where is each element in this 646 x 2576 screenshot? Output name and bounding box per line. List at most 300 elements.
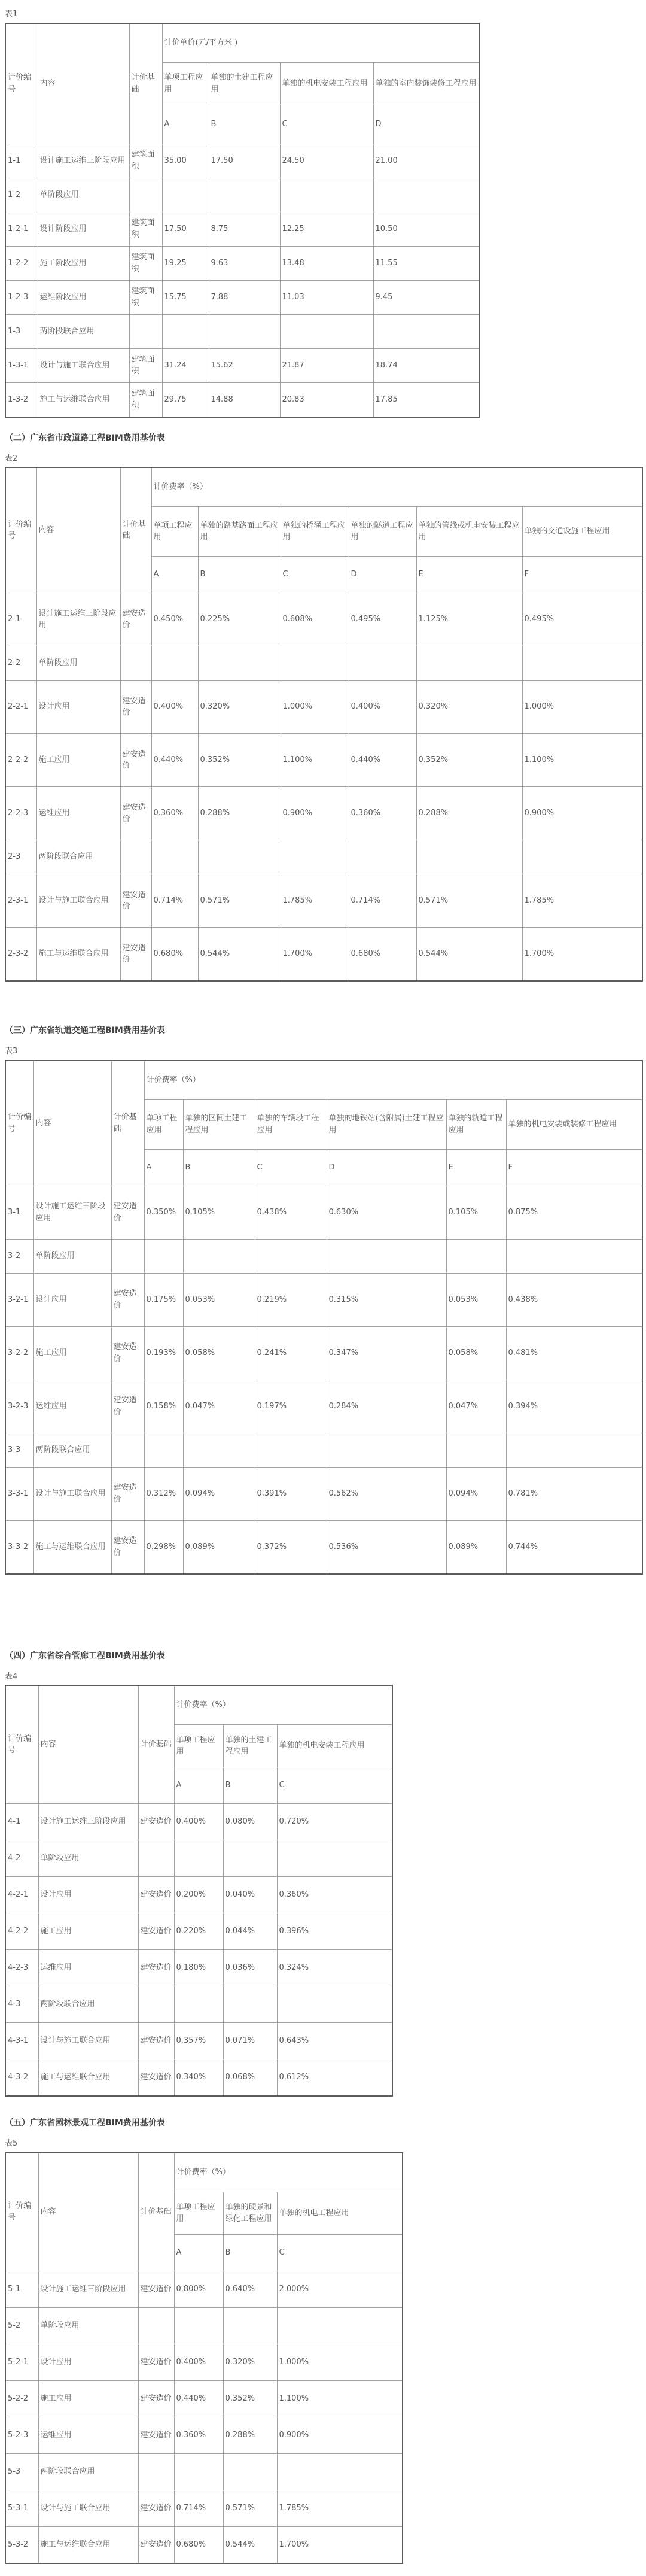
row-id: 4-2-1: [5, 1877, 38, 1913]
row-id: 4-3-1: [5, 2023, 38, 2059]
row-value: 0.340%: [174, 2059, 223, 2097]
col-group-header: 单独的隧道工程应用: [349, 507, 416, 557]
row-value: 0.040%: [223, 1877, 277, 1913]
row-value: 0.800%: [174, 2271, 223, 2307]
col-letter: F: [522, 557, 642, 593]
category-row: [5, 2307, 403, 2344]
row-id: 4-2-3: [5, 1950, 38, 1986]
row-basis: 建安造价: [138, 1913, 174, 1950]
row-value: [223, 1986, 277, 2023]
row-value: 0.562%: [327, 1467, 446, 1520]
row-value: [144, 1239, 183, 1273]
row-value: 11.03: [280, 280, 373, 314]
row-value: [174, 1840, 223, 1877]
row-value: [198, 840, 281, 874]
row-value: 0.571%: [416, 874, 522, 928]
row-value: [174, 2307, 223, 2344]
row-basis: 建安造价: [120, 928, 151, 982]
col-letter: D: [373, 105, 479, 144]
row-content: 施工应用: [38, 1913, 138, 1950]
row-content: 施工应用: [36, 734, 120, 787]
row-id: 1-3-2: [5, 382, 38, 417]
row-value: 0.360%: [277, 1877, 392, 1913]
row-content: 单阶段应用: [38, 2307, 138, 2344]
row-id: 3-3: [5, 1433, 33, 1467]
row-content: 单阶段应用: [38, 1840, 138, 1877]
row-value: 0.058%: [183, 1326, 255, 1380]
data-row: [5, 1186, 642, 1239]
row-basis: [129, 178, 162, 212]
data-row: [5, 1380, 642, 1433]
category-row: [5, 1239, 642, 1273]
data-row: [5, 2344, 403, 2380]
row-value: 0.394%: [506, 1380, 642, 1433]
row-value: 0.058%: [446, 1326, 506, 1380]
data-row: [5, 734, 642, 787]
section-heading-2: （二）广东省市政道路工程BIM费用基价表: [5, 433, 165, 443]
row-value: 21.87: [280, 348, 373, 382]
row-id: 3-2: [5, 1239, 33, 1273]
row-value: 0.643%: [277, 2023, 392, 2059]
col-group-header: 单项工程应用: [144, 1099, 183, 1149]
row-value: [162, 314, 209, 348]
section-heading-3: （三）广东省轨道交通工程BIM费用基价表: [5, 1026, 165, 1035]
col-content-header: 内容: [38, 1685, 138, 1804]
unit-header: 计价单价(元/平方米 ): [162, 23, 479, 63]
col-letter: A: [174, 2234, 223, 2271]
row-value: 0.440%: [174, 2380, 223, 2417]
row-value: [209, 178, 280, 212]
row-basis: 建安造价: [138, 2490, 174, 2526]
col-group-header: 单独的机电安装或装修工程应用: [506, 1099, 642, 1149]
row-value: 0.053%: [446, 1273, 506, 1326]
row-basis: [138, 2453, 174, 2490]
row-content: 运维应用: [36, 787, 120, 840]
row-value: [522, 840, 642, 874]
header-row-unit: [5, 1685, 392, 1725]
row-value: [255, 1433, 327, 1467]
row-value: 21.00: [373, 144, 479, 178]
data-row: [5, 928, 642, 982]
unit-header: 计价费率（%）: [151, 467, 642, 507]
row-basis: 建安造价: [111, 1520, 144, 1574]
category-row: [5, 1840, 392, 1877]
row-value: 0.324%: [277, 1950, 392, 1986]
row-content: 施工与运维联合应用: [33, 1520, 111, 1574]
row-value: 0.105%: [446, 1186, 506, 1239]
row-value: [183, 1239, 255, 1273]
row-id: 3-2-1: [5, 1273, 33, 1326]
row-id: 2-2-1: [5, 681, 36, 734]
col-group-header: 单项工程应用: [174, 1725, 223, 1767]
bim-fee-table-4: [5, 1685, 393, 2097]
row-value: 0.320%: [223, 2344, 277, 2380]
row-content: 施工应用: [33, 1326, 111, 1380]
row-value: [151, 840, 198, 874]
col-basis-header: 计价基础: [111, 1061, 144, 1186]
row-value: 8.75: [209, 212, 280, 246]
section-heading-4: （四）广东省综合管廊工程BIM费用基价表: [5, 1651, 165, 1661]
row-value: 0.347%: [327, 1326, 446, 1380]
row-content: 设计与施工联合应用: [36, 874, 120, 928]
col-group-header: 单独的地铁站(含附属)土建工程应用: [327, 1099, 446, 1149]
row-value: 0.288%: [416, 787, 522, 840]
row-basis: 建筑面积: [129, 246, 162, 280]
row-value: [446, 1433, 506, 1467]
row-value: [281, 840, 349, 874]
row-basis: 建安造价: [111, 1273, 144, 1326]
row-value: 0.536%: [327, 1520, 446, 1574]
row-value: [223, 2453, 277, 2490]
row-value: [223, 2307, 277, 2344]
row-value: 0.481%: [506, 1326, 642, 1380]
row-basis: [120, 646, 151, 681]
row-id: 2-2-2: [5, 734, 36, 787]
row-value: 1.100%: [281, 734, 349, 787]
header-row-unit: [5, 1061, 642, 1100]
row-value: 0.284%: [327, 1380, 446, 1433]
row-value: [349, 646, 416, 681]
row-id: 4-3: [5, 1986, 38, 2023]
row-value: [416, 840, 522, 874]
row-value: 0.071%: [223, 2023, 277, 2059]
row-content: 施工与运维联合应用: [38, 382, 129, 417]
row-content: 设计施工运维三阶段应用: [38, 1804, 138, 1840]
row-value: 0.288%: [223, 2417, 277, 2453]
row-value: [373, 178, 479, 212]
data-row: [5, 681, 642, 734]
row-value: 0.544%: [223, 2526, 277, 2563]
col-letter: B: [223, 2234, 277, 2271]
row-content: 运维阶段应用: [38, 280, 129, 314]
row-value: 0.036%: [223, 1950, 277, 1986]
row-value: 0.094%: [446, 1467, 506, 1520]
row-value: 0.714%: [151, 874, 198, 928]
col-letter: C: [281, 557, 349, 593]
row-value: 0.900%: [277, 2417, 403, 2453]
row-value: 0.193%: [144, 1326, 183, 1380]
row-value: [506, 1239, 642, 1273]
row-value: 9.63: [209, 246, 280, 280]
row-content: 设计施工运维三阶段应用: [38, 144, 129, 178]
col-basis-header: 计价基础: [138, 2153, 174, 2271]
row-value: 1.000%: [277, 2344, 403, 2380]
row-id: 5-3-2: [5, 2526, 38, 2563]
row-value: 0.219%: [255, 1273, 327, 1326]
row-basis: 建安造价: [111, 1380, 144, 1433]
data-row: [5, 2490, 403, 2526]
row-value: 0.680%: [174, 2526, 223, 2563]
col-letter: F: [506, 1149, 642, 1186]
row-value: 1.000%: [522, 681, 642, 734]
col-group-header: 单独的管线或机电安装工程应用: [416, 507, 522, 557]
row-value: [416, 646, 522, 681]
data-row: [5, 1520, 642, 1574]
category-row: [5, 646, 642, 681]
row-content: 设计与施工联合应用: [38, 348, 129, 382]
row-value: [255, 1239, 327, 1273]
row-id: 4-2-2: [5, 1913, 38, 1950]
row-content: 施工与运维联合应用: [38, 2526, 138, 2563]
row-value: 0.900%: [522, 787, 642, 840]
row-value: 0.720%: [277, 1804, 392, 1840]
row-id: 4-1: [5, 1804, 38, 1840]
col-letter: C: [277, 1767, 392, 1804]
row-value: 0.714%: [349, 874, 416, 928]
bim-fee-table-3: [5, 1060, 643, 1575]
row-id: 3-3-1: [5, 1467, 33, 1520]
bim-fee-table-5: [5, 2152, 403, 2564]
row-basis: 建安造价: [120, 593, 151, 646]
row-value: 0.068%: [223, 2059, 277, 2097]
row-id: 5-1: [5, 2271, 38, 2307]
data-row: [5, 280, 479, 314]
row-value: 0.372%: [255, 1520, 327, 1574]
row-content: 两阶段联合应用: [38, 1986, 138, 2023]
table-label-4: 表4: [5, 1672, 18, 1681]
col-group-header: 单项工程应用: [151, 507, 198, 557]
row-value: 29.75: [162, 382, 209, 417]
row-basis: 建安造价: [120, 734, 151, 787]
row-value: 0.047%: [446, 1380, 506, 1433]
row-content: 设计与施工联合应用: [38, 2023, 138, 2059]
row-basis: 建安造价: [138, 2344, 174, 2380]
data-row: [5, 1467, 642, 1520]
row-value: [174, 1986, 223, 2023]
row-value: 0.781%: [506, 1467, 642, 1520]
row-value: 13.48: [280, 246, 373, 280]
row-id: 2-1: [5, 593, 36, 646]
data-row: [5, 1950, 392, 1986]
row-basis: [138, 1986, 174, 2023]
row-value: 15.62: [209, 348, 280, 382]
row-value: 1.785%: [522, 874, 642, 928]
row-value: 11.55: [373, 246, 479, 280]
row-value: 0.053%: [183, 1273, 255, 1326]
col-group-header: 单独的车辆段工程应用: [255, 1099, 327, 1149]
row-id: 3-3-2: [5, 1520, 33, 1574]
category-row: [5, 1986, 392, 2023]
row-id: 5-2-2: [5, 2380, 38, 2417]
row-value: 0.220%: [174, 1913, 223, 1950]
table-section-5: [5, 2112, 646, 2564]
row-value: 17.50: [162, 212, 209, 246]
row-value: 1.785%: [277, 2490, 403, 2526]
row-content: 设计与施工联合应用: [33, 1467, 111, 1520]
row-basis: [111, 1239, 144, 1273]
col-letter: A: [162, 105, 209, 144]
row-content: 设计施工运维三阶段应用: [38, 2271, 138, 2307]
col-letter: B: [223, 1767, 277, 1804]
data-row: [5, 2059, 392, 2097]
unit-header: 计价费率（%）: [144, 1061, 642, 1100]
row-id: 4-2: [5, 1840, 38, 1877]
category-row: [5, 2453, 403, 2490]
row-value: [151, 646, 198, 681]
col-group-header: 单项工程应用: [162, 62, 209, 105]
data-row: [5, 2271, 403, 2307]
col-group-header: 单独的室内装饰装修工程应用: [373, 62, 479, 105]
row-id: 2-3-2: [5, 928, 36, 982]
row-value: 0.352%: [198, 734, 281, 787]
row-value: 0.438%: [255, 1186, 327, 1239]
col-letter: C: [277, 2234, 403, 2271]
row-value: 0.680%: [349, 928, 416, 982]
col-content-header: 内容: [38, 23, 129, 144]
col-letter: C: [255, 1149, 327, 1186]
row-id: 5-3: [5, 2453, 38, 2490]
col-group-header: 单独的区间土建工程应用: [183, 1099, 255, 1149]
row-id: 1-3-1: [5, 348, 38, 382]
row-value: 0.400%: [174, 1804, 223, 1840]
row-value: 0.047%: [183, 1380, 255, 1433]
row-value: 1.100%: [522, 734, 642, 787]
data-row: [5, 348, 479, 382]
row-value: [277, 2453, 403, 2490]
row-id: 3-2-2: [5, 1326, 33, 1380]
col-letter: B: [198, 557, 281, 593]
col-group-header: 单独的土建工程应用: [223, 1725, 277, 1767]
row-value: [144, 1433, 183, 1467]
row-content: 两阶段联合应用: [33, 1433, 111, 1467]
row-value: 0.438%: [506, 1273, 642, 1326]
row-basis: 建安造价: [138, 1804, 174, 1840]
row-value: [277, 1986, 392, 2023]
data-row: [5, 246, 479, 280]
data-row: [5, 382, 479, 417]
row-value: 0.360%: [151, 787, 198, 840]
row-value: 1.785%: [281, 874, 349, 928]
col-id-header: 计价编号: [5, 1685, 38, 1804]
row-value: [209, 314, 280, 348]
table-label-2: 表2: [5, 454, 18, 463]
unit-header: 计价费率（%）: [174, 2153, 403, 2192]
data-row: [5, 1877, 392, 1913]
row-content: 施工与运维联合应用: [38, 2059, 138, 2097]
row-value: 0.400%: [174, 2344, 223, 2380]
row-value: 0.200%: [174, 1877, 223, 1913]
row-value: 0.298%: [144, 1520, 183, 1574]
row-value: 0.197%: [255, 1380, 327, 1433]
col-basis-header: 计价基础: [120, 467, 151, 593]
row-basis: 建安造价: [138, 2380, 174, 2417]
table-section-4: [5, 1645, 646, 2097]
row-value: [506, 1433, 642, 1467]
row-value: 0.440%: [151, 734, 198, 787]
row-id: 3-1: [5, 1186, 33, 1239]
row-content: 设计与施工联合应用: [38, 2490, 138, 2526]
row-id: 1-2-1: [5, 212, 38, 246]
col-group-header: 单独的土建工程应用: [209, 62, 280, 105]
row-content: 单阶段应用: [36, 646, 120, 681]
data-row: [5, 2526, 403, 2563]
data-row: [5, 1913, 392, 1950]
row-basis: 建筑面积: [129, 144, 162, 178]
row-basis: 建安造价: [138, 2271, 174, 2307]
row-value: 0.352%: [223, 2380, 277, 2417]
row-id: 2-2: [5, 646, 36, 681]
row-content: 设计应用: [36, 681, 120, 734]
row-id: 1-1: [5, 144, 38, 178]
col-id-header: 计价编号: [5, 1061, 33, 1186]
table-section-1: [5, 8, 646, 418]
row-id: 4-3-2: [5, 2059, 38, 2097]
row-id: 3-2-3: [5, 1380, 33, 1433]
row-value: 0.320%: [416, 681, 522, 734]
row-value: 0.680%: [151, 928, 198, 982]
row-basis: 建安造价: [138, 2417, 174, 2453]
row-basis: 建筑面积: [129, 280, 162, 314]
row-value: 17.50: [209, 144, 280, 178]
row-content: 运维应用: [38, 2417, 138, 2453]
row-value: 20.83: [280, 382, 373, 417]
row-basis: [120, 840, 151, 874]
header-row-unit: [5, 467, 642, 507]
row-value: 15.75: [162, 280, 209, 314]
data-row: [5, 2380, 403, 2417]
row-value: [223, 1840, 277, 1877]
table-label-3: 表3: [5, 1047, 18, 1056]
row-value: [198, 646, 281, 681]
row-value: [280, 314, 373, 348]
row-id: 1-3: [5, 314, 38, 348]
row-basis: [129, 314, 162, 348]
row-value: 0.630%: [327, 1186, 446, 1239]
row-value: 9.45: [373, 280, 479, 314]
row-id: 2-3: [5, 840, 36, 874]
section-heading-5: （五）广东省园林景观工程BIM费用基价表: [5, 2118, 165, 2128]
row-content: 设计施工运维三阶段应用: [36, 593, 120, 646]
row-value: 0.612%: [277, 2059, 392, 2097]
row-basis: 建安造价: [120, 787, 151, 840]
row-value: 0.080%: [223, 1804, 277, 1840]
row-basis: [138, 1840, 174, 1877]
row-id: 1-2: [5, 178, 38, 212]
row-value: 19.25: [162, 246, 209, 280]
col-group-header: 单独的机电安装工程应用: [277, 1725, 392, 1767]
row-value: 0.544%: [416, 928, 522, 982]
category-row: [5, 1433, 642, 1467]
col-group-header: 单独的桥涵工程应用: [281, 507, 349, 557]
col-group-header: 单独的硬景和绿化工程应用: [223, 2192, 277, 2234]
category-row: [5, 178, 479, 212]
row-value: 14.88: [209, 382, 280, 417]
row-value: 35.00: [162, 144, 209, 178]
row-value: [281, 646, 349, 681]
row-value: [183, 1433, 255, 1467]
row-value: 1.700%: [277, 2526, 403, 2563]
row-value: 0.400%: [349, 681, 416, 734]
row-value: [327, 1433, 446, 1467]
row-value: 0.225%: [198, 593, 281, 646]
row-id: 2-2-3: [5, 787, 36, 840]
row-value: [277, 2307, 403, 2344]
data-row: [5, 593, 642, 646]
col-letter: D: [349, 557, 416, 593]
row-value: 0.357%: [174, 2023, 223, 2059]
row-basis: 建安造价: [111, 1467, 144, 1520]
row-content: 施工与运维联合应用: [36, 928, 120, 982]
table-section-3: [5, 1020, 646, 1575]
row-value: 0.180%: [174, 1950, 223, 1986]
row-value: 0.288%: [198, 787, 281, 840]
col-group-header: 单独的机电工程应用: [277, 2192, 403, 2234]
col-letter: A: [174, 1767, 223, 1804]
row-basis: 建安造价: [138, 1950, 174, 1986]
bim-fee-table-2: [5, 467, 643, 982]
row-content: 施工应用: [38, 2380, 138, 2417]
row-basis: 建安造价: [111, 1186, 144, 1239]
